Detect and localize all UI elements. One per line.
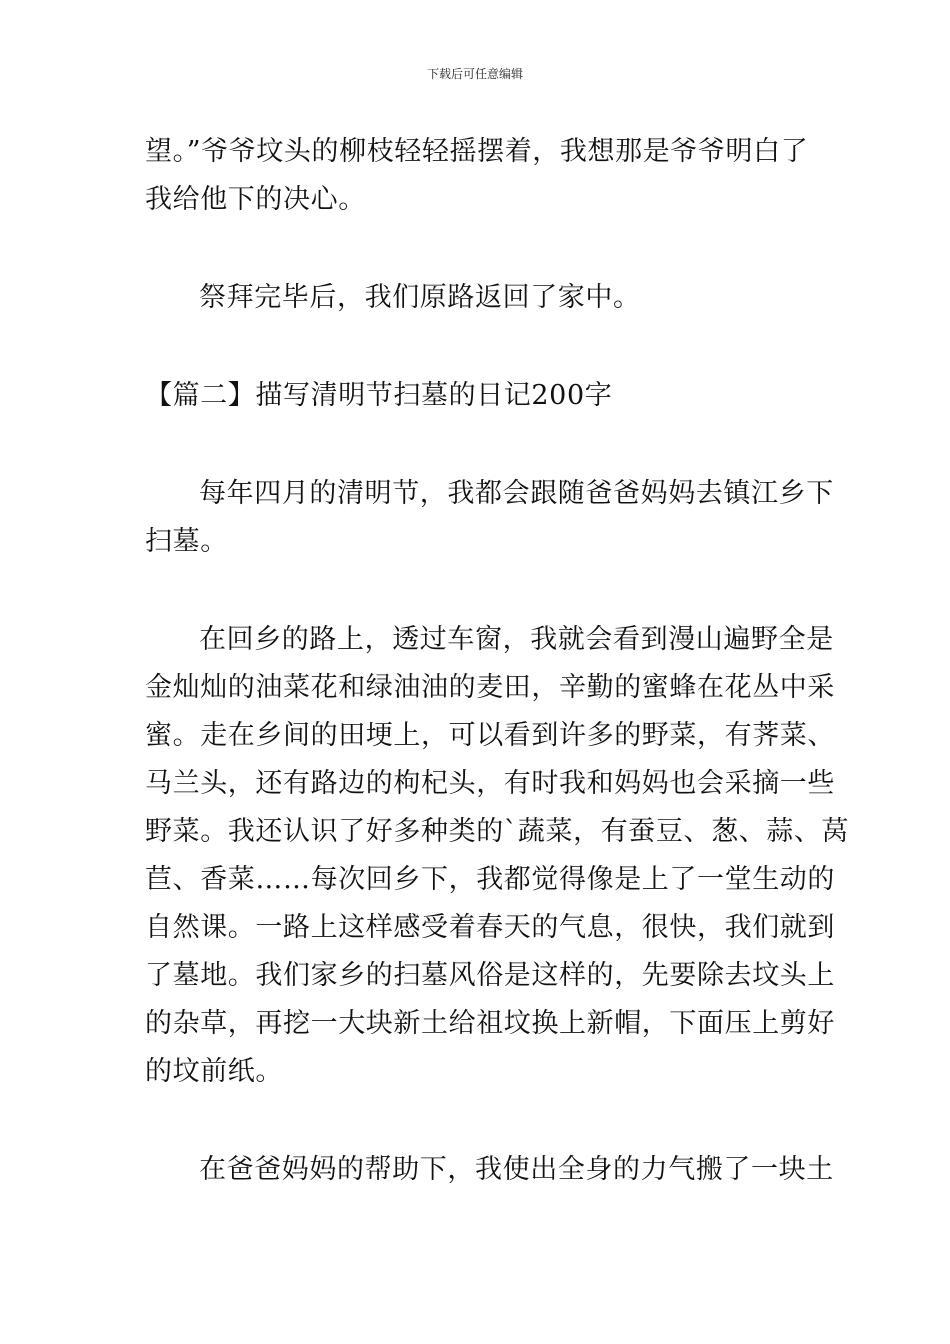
paragraph-line: 了墓地。我们家乡的扫墓风俗是这样的，先要除去坟头上 (145, 960, 835, 991)
paragraph-spacer (145, 322, 810, 372)
paragraph-line: 扫墓。 (145, 526, 228, 557)
paragraph-line: 我给他下的决心。 (145, 184, 366, 215)
paragraph-spacer (145, 420, 810, 470)
paragraph-line: 在回乡的路上，透过车窗，我就会看到漫山遍野全是 (199, 624, 834, 655)
paragraph-line: 自然课。一路上这样感受着春天的气息，很快，我们就到 (145, 912, 835, 943)
paragraph-spacer (145, 566, 810, 616)
paragraph-line: 蜜。走在乡间的田埂上，可以看到许多的野菜，有荠菜、 (145, 720, 835, 751)
document-body (145, 128, 850, 1194)
paragraph-line: 祭拜完毕后，我们原路返回了家中。 (199, 282, 641, 313)
paragraph-line: 野菜。我还认识了好多种类的`蔬菜，有蚕豆、葱、蒜、莴 (145, 816, 850, 847)
paragraph-line: 苣、香菜……每次回乡下，我都觉得像是上了一堂生动的 (145, 864, 835, 895)
paragraph-line: 在爸爸妈妈的帮助下，我使出全身的力气搬了一块土 (199, 1154, 834, 1185)
paragraph-spacer (145, 1096, 810, 1146)
paragraph-line: 马兰头，还有路边的枸杞头，有时我和妈妈也会采摘一些 (145, 768, 835, 799)
paragraph-line: 望。”爷爷坟头的柳枝轻轻摇摆着，我想那是爷爷明白了 (145, 136, 809, 167)
paragraph-line: 的坟前纸。 (145, 1056, 283, 1087)
section-title: 【篇二】描写清明节扫墓的日记200字 (145, 380, 613, 411)
paragraph-line: 的杂草，再挖一大块新土给祖坟换上新帽，下面压上剪好 (145, 1008, 835, 1039)
paragraph-spacer (145, 224, 810, 274)
page-header-note: 下载后可任意编辑 (426, 67, 523, 81)
paragraph-line: 每年四月的清明节，我都会跟随爸爸妈妈去镇江乡下 (199, 478, 834, 509)
paragraph-line: 金灿灿的油菜花和绿油油的麦田，辛勤的蜜蜂在花丛中采 (145, 672, 835, 703)
